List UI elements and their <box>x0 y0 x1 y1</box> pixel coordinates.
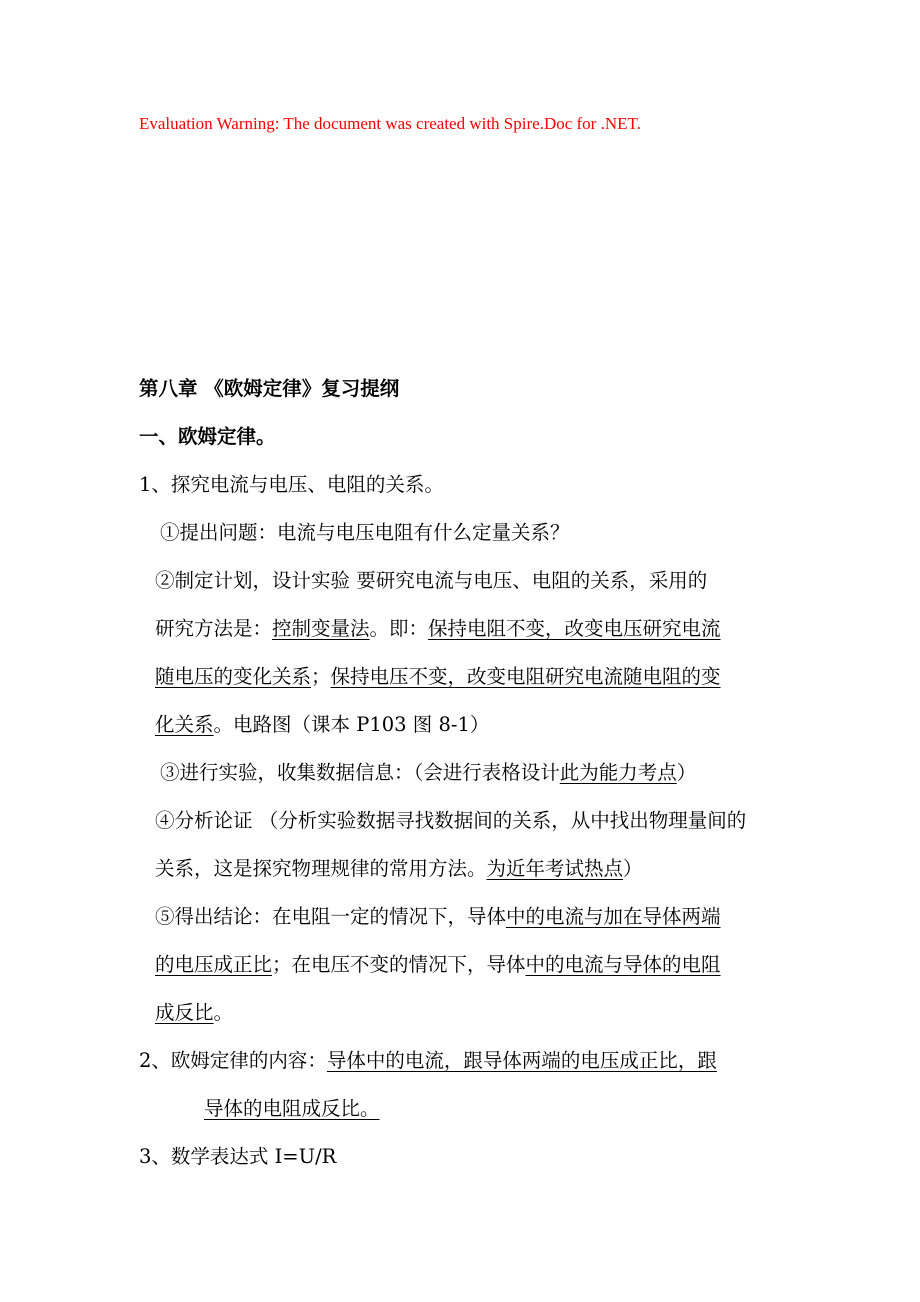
text: 。电路图（课本 P103 图 8-1） <box>213 713 490 736</box>
underlined-text: 此为能力考点 <box>559 761 677 784</box>
step-4-line-2 <box>155 857 643 881</box>
text: 。即： <box>369 617 429 640</box>
underlined-text: 成反比 <box>155 1001 214 1024</box>
step-2-line-2 <box>155 617 721 641</box>
text: ⑤得出结论：在电阻一定的情况下，导体 <box>155 905 507 928</box>
step-2-line-3 <box>155 665 721 689</box>
text: 2、欧姆定律的内容： <box>139 1049 327 1072</box>
step-5-line-1 <box>155 905 721 929</box>
underlined-text: 导体中的电流，跟导体两端的电压成正比，跟 <box>326 1049 717 1072</box>
item-2-line-2 <box>204 1097 380 1121</box>
step-4-line-1: ④分析论证 （分析实验数据寻找数据间的关系，从中找出物理量间的 <box>155 809 747 832</box>
step-1: ①提出问题：电流与电压电阻有什么定量关系？ <box>160 521 570 544</box>
underlined-text: 导体的电阻成反比。 <box>204 1097 380 1120</box>
chapter-title: 第八章 《欧姆定律》复习提纲 <box>139 377 400 400</box>
step-5-line-2 <box>155 953 721 977</box>
item-1: 1、探究电流与电压、电阻的关系。 <box>139 473 444 496</box>
text: ） <box>623 857 643 880</box>
item-2-line-1 <box>139 1049 717 1073</box>
underlined-text: 保持电阻不变，改变电压研究电流 <box>428 617 721 640</box>
text: ；在电压不变的情况下，导体 <box>272 953 526 976</box>
step-3 <box>160 761 696 785</box>
text: ③进行实验，收集数据信息：（会进行表格设计 <box>160 761 560 784</box>
text: 关系，这是探究物理规律的常用方法。 <box>155 857 487 880</box>
text: 研究方法是： <box>155 617 273 640</box>
text: 。 <box>213 1001 234 1024</box>
step-2-line-1: ②制定计划，设计实验 要研究电流与电压、电阻的关系，采用的 <box>155 569 708 592</box>
step-5-line-3 <box>155 1001 233 1025</box>
underlined-text: 化关系 <box>155 713 214 736</box>
evaluation-warning: Evaluation Warning: The document was created with Spire.Doc for .NET. <box>139 114 641 133</box>
underlined-text: 保持电压不变，改变电阻研究电流随电阻的变 <box>330 665 721 688</box>
underlined-text: 为近年考试热点 <box>486 857 624 880</box>
underlined-text: 中的电流与导体的电阻 <box>525 953 721 976</box>
text: ； <box>311 665 331 688</box>
step-2-line-4 <box>155 713 489 737</box>
underlined-text: 随电压的变化关系 <box>155 665 312 688</box>
text: ） <box>676 761 697 784</box>
item-3: 3、数学表达式 I=U/R <box>139 1145 337 1168</box>
underlined-text: 的电压成正比 <box>155 953 273 976</box>
section-heading: 一、欧姆定律。 <box>139 425 276 448</box>
underlined-text: 控制变量法 <box>272 617 370 640</box>
underlined-text: 中的电流与加在导体两端 <box>506 905 721 928</box>
